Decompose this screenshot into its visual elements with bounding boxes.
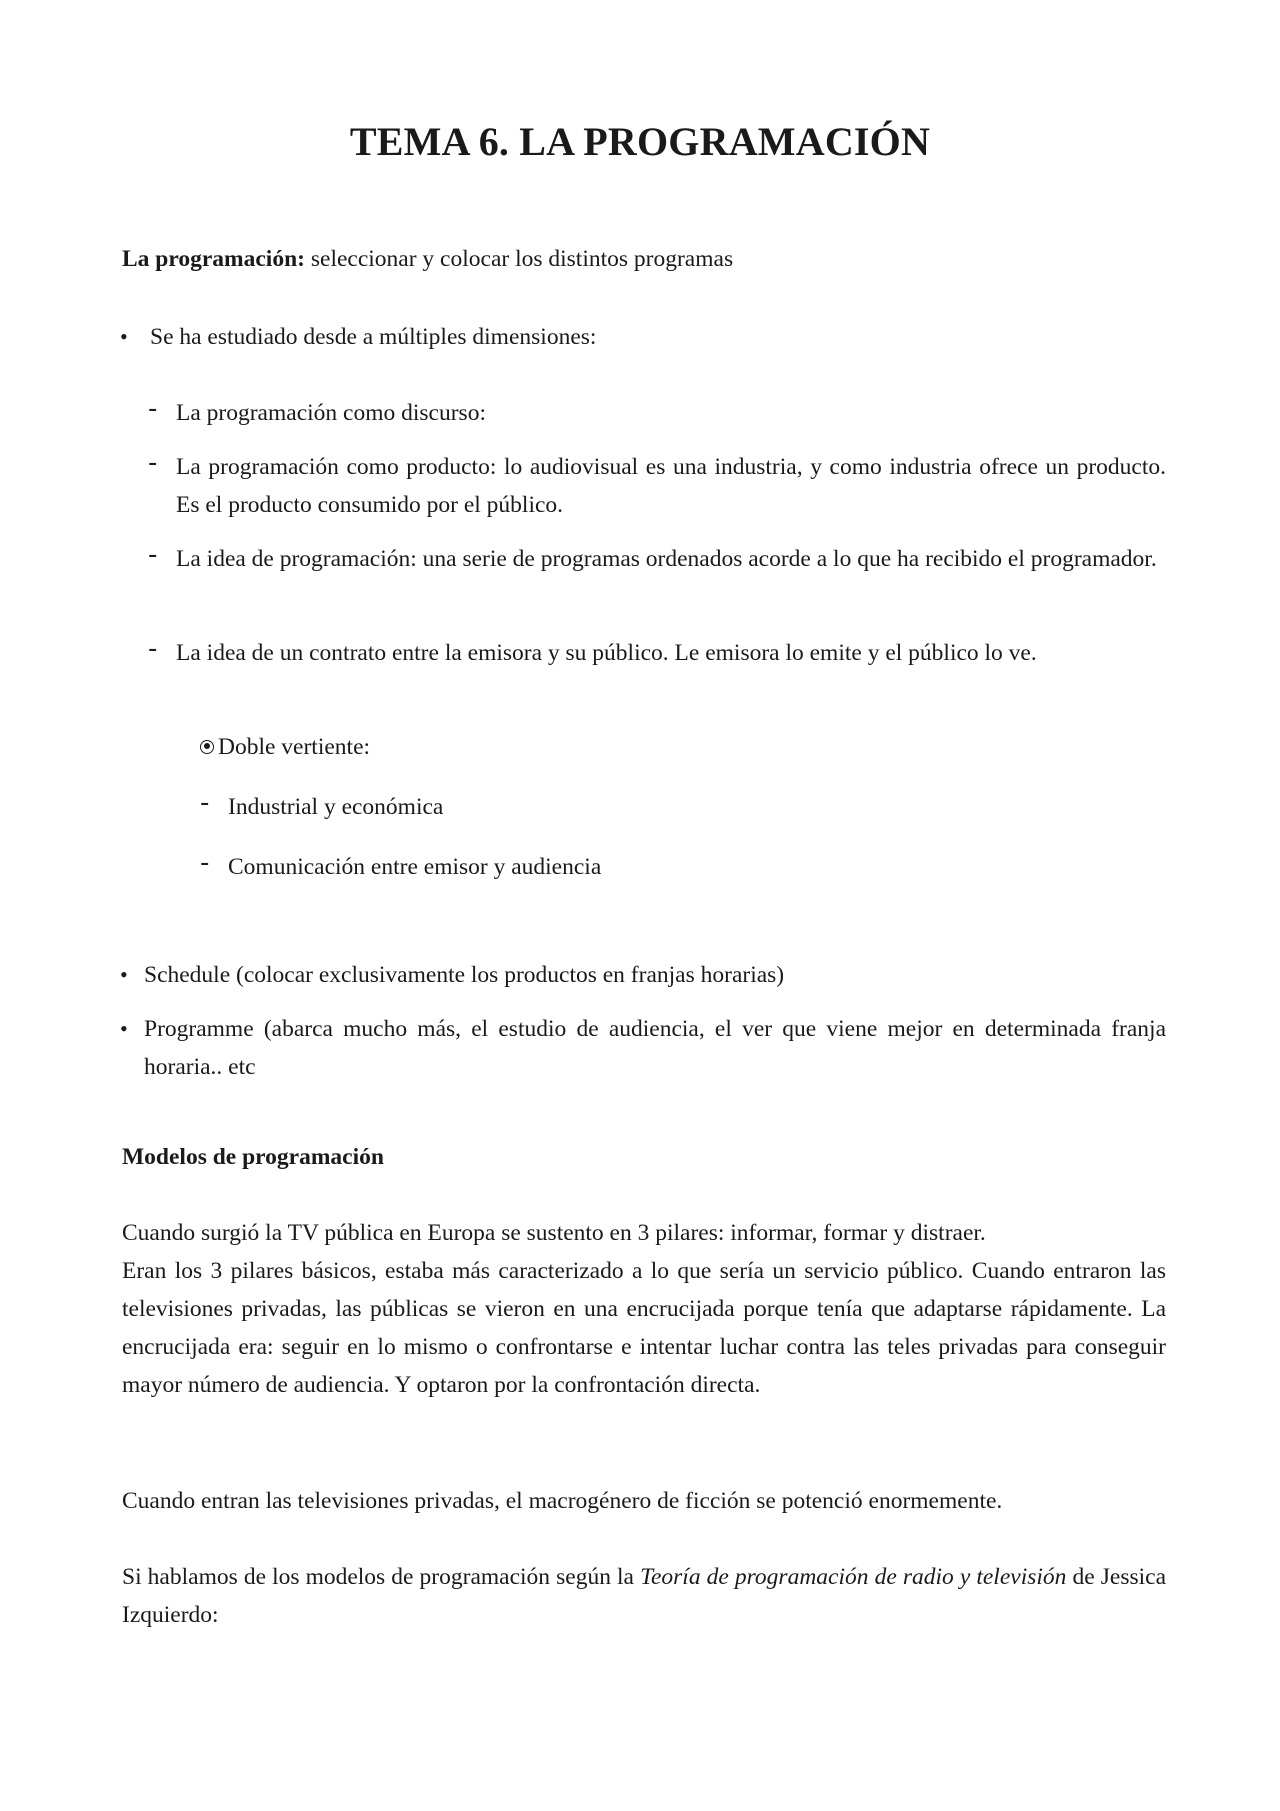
dash-icon: - — [148, 394, 158, 424]
dimension-item: La programación como discurso: — [176, 400, 486, 426]
definition-line — [122, 240, 733, 278]
dimension-item: La idea de un contrato entre la emisora y su público. Le emisora lo emite y el público lo ve. — [176, 640, 1037, 666]
doble-vertiente-label: Doble vertiente: — [200, 728, 370, 766]
dash-icon: - — [148, 448, 158, 478]
dash-icon: - — [200, 848, 210, 878]
definition-term: La programación: — [122, 246, 305, 272]
paragraph: Cuando surgió la TV pública en Europa se sustento en 3 pilares: informar, formar y distraer. — [122, 1220, 986, 1246]
section-heading: Modelos de programación — [122, 1144, 384, 1170]
bullet-dot-icon: • — [120, 1016, 128, 1041]
vertiente-item: Comunicación entre emisor y audiencia — [228, 854, 602, 880]
vertiente-item: Industrial y económica — [228, 794, 444, 820]
dimension-item: La idea de programación: una serie de programas ordenados acorde a lo que ha recibido el programador. — [176, 546, 1157, 572]
radio-bullet-icon — [200, 740, 214, 754]
paragraph: Eran los 3 pilares básicos, estaba más caracterizado a lo que sería un servicio público. Cuando entraron las televisiones privadas, las públicas se vieron en una encrucijada porque tenía que adaptarse rápidamente. La encrucijada era: seguir en lo mismo o confrontarse e intentar luchar contra las teles privadas para conseguir mayor número de audiencia. Y optaron por la confrontación directa. — [122, 1258, 1166, 1398]
bullet-dot-icon: • — [120, 962, 128, 987]
dimensions-bullet: Se ha estudiado desde a múltiples dimensiones: — [150, 324, 597, 350]
dash-icon: - — [148, 540, 158, 570]
dash-icon: - — [200, 788, 210, 818]
paragraph: Cuando entran las televisiones privadas, el macrogénero de ficción se potenció enormemente. — [122, 1488, 1003, 1514]
term-item: Schedule (colocar exclusivamente los productos en franjas horarias) — [144, 962, 785, 988]
term-item: Programme (abarca mucho más, el estudio de audiencia, el ver que viene mejor en determinada franja horaria.. etc — [144, 1016, 1166, 1080]
page-title: TEMA 6. LA PROGRAMACIÓN — [349, 119, 931, 164]
book-title: Teoría de programación de radio y televisión — [640, 1564, 1067, 1590]
dash-icon: - — [148, 634, 158, 664]
definition-text: seleccionar y colocar los distintos programas — [305, 246, 734, 272]
paragraph: Si hablamos de los modelos de programación según la Teoría de programación de radio y televisión de Jessica Izquierdo: — [122, 1564, 1166, 1628]
dimension-item: La programación como producto: lo audiovisual es una industria, y como industria ofrece un producto. Es el producto consumido por el público. — [176, 454, 1166, 518]
bullet-dot-icon: • — [120, 324, 128, 349]
